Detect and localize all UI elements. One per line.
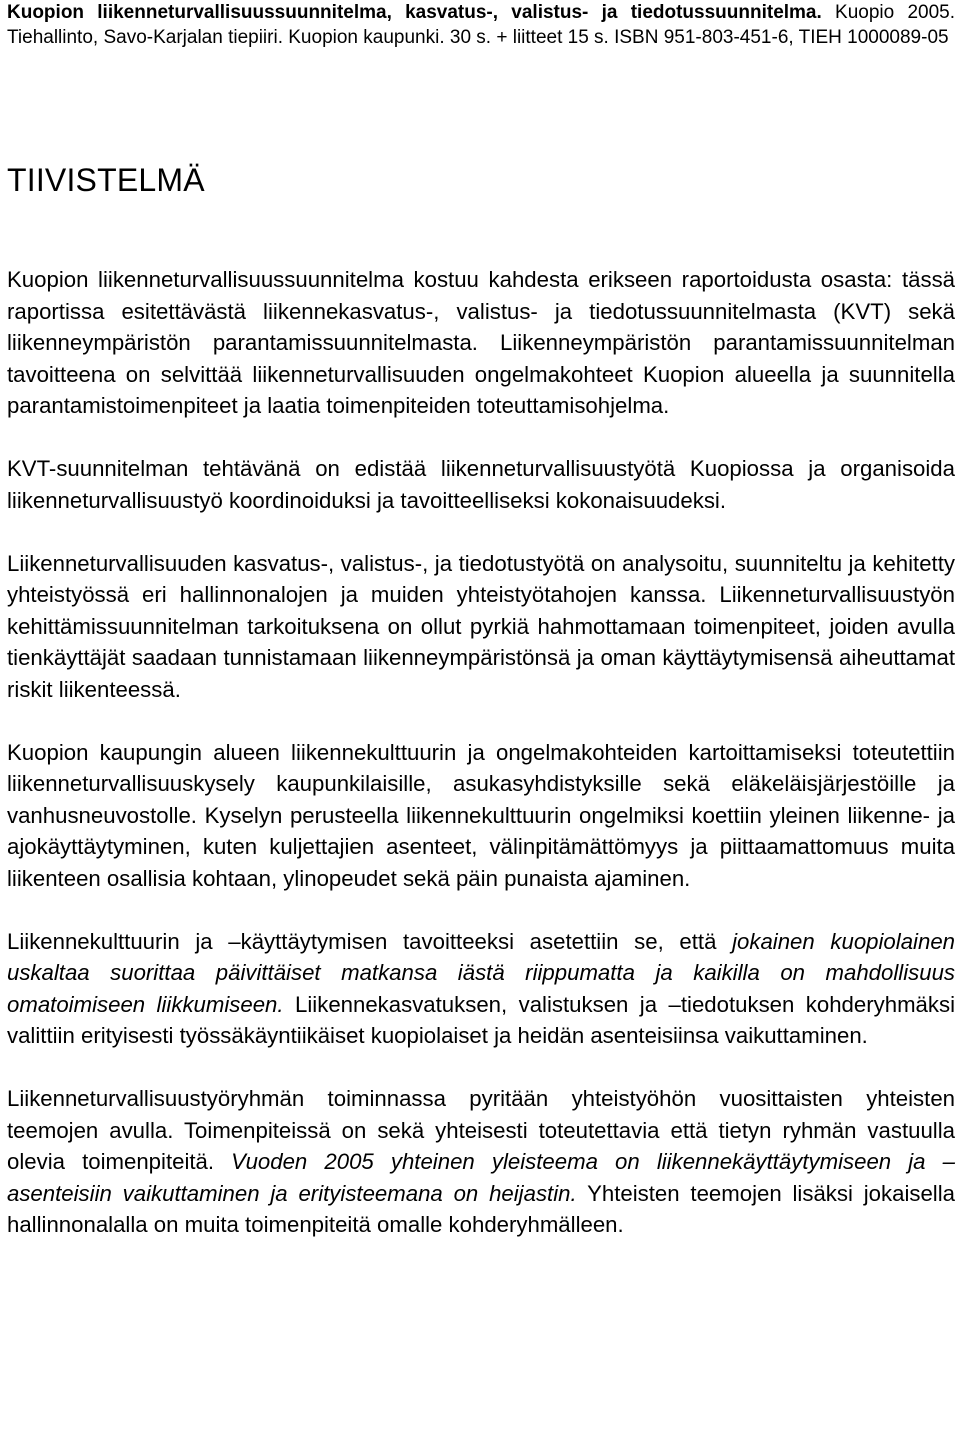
abstract-heading: TIIVISTELMÄ — [7, 162, 205, 198]
paragraph-text: Liikennekulttuurin ja –käyttäytymisen tavoitteeksi asetettiin se, että — [7, 928, 733, 954]
abstract-body — [7, 264, 955, 1241]
paragraph-text: Yhteisten teemojen lisäksi jokaisella hallinnonalalla on muita toimenpiteitä omalle kohderyhmälleen. — [7, 1180, 956, 1237]
abstract-paragraph — [7, 264, 955, 422]
abstract-paragraph — [7, 926, 955, 1052]
report-title: Kuopion liikenneturvallisuussuunnitelma, kasvatus-, valistus- ja tiedotussuunnitelma. — [7, 2, 822, 23]
paragraph-text: Liikenneturvallisuuden kasvatus-, valistus-, ja tiedotustyötä on analysoitu, suunniteltu ja kehitetty yhteistyössä eri hallinnonalojen ja muiden yhteistyötahojen kanssa. Liikenneturvallisuustyön kehittämissuunnitelman tarkoituksena on ollut pyrkiä hahmottamaan toimenpiteet, joiden avulla tienkäyttäjät saadaan tunnistamaan liikenneympäristönsä ja oman käyttäytymisensä aiheuttamat riskit liikenteessä. — [7, 550, 955, 702]
abstract-paragraph — [7, 737, 955, 895]
emphasized-goal-text: jokainen kuopiolainen uskaltaa suorittaa päivittäiset matkansa iästä riippumatta ja kaikilla on mahdollisuus omatoimiseen liikkumiseen. — [7, 928, 955, 1017]
emphasized-theme-text: Vuoden 2005 yhteinen yleisteema on liikennekäyttäytymiseen ja –asenteisiin vaikuttaminen ja erityisteemana on heijastin. — [7, 1149, 955, 1206]
abstract-paragraph — [7, 1083, 955, 1241]
paragraph-text: KVT-suunnitelman tehtävänä on edistää liikenneturvallisuustyötä Kuopiossa ja organisoida liikenneturvallisuustyö koordinoiduksi ja tavoitteelliseksi kokonaisuudeksi. — [7, 456, 955, 513]
abstract-paragraph — [7, 548, 955, 706]
paragraph-text: Kuopion liikenneturvallisuussuunnitelma kostuu kahdesta erikseen raportoidusta osasta: tässä raportissa esitettävästä liikennekasvatus-, valistus- ja tiedotussuunnitelmasta (KVT) sekä liikenneympäristön parantamissuunnitelmasta. Liikenneympäristön parantamissuunnitelman tavoitteena on selvittää liikenneturvallisuuden ongelmakohteet Kuopion alueella ja suunnitella parantamistoimenpiteet ja laatia toimenpiteiden toteuttamisohjelma. — [7, 267, 955, 418]
paragraph-text: Liikennekasvatuksen, valistuksen ja –tiedotuksen kohderyhmäksi valittiin erityisesti työssäkäyntiikäiset kuopiolaiset ja heidän asenteisiinsa vaikuttaminen. — [7, 991, 956, 1048]
bibliographic-reference — [7, 1, 955, 50]
paragraph-text: Liikenneturvallisuustyöryhmän toiminnassa pyritään yhteistyöhön vuosittaisten yhteisten teemojen avulla. Toimenpiteissä on sekä yhteisesti toteutettavia että tietyn ryhmän vastuulla olevia toimenpiteitä. — [7, 1086, 955, 1174]
abstract-paragraph — [7, 453, 955, 516]
paragraph-text: Kuopion kaupungin alueen liikennekulttuurin ja ongelmakohteiden kartoittamiseksi toteutettiin liikenneturvallisuuskysely kaupunkilaisille, asukasyhdistyksille sekä eläkeläisjärjestöille ja vanhusneuvostolle. Kyselyn perusteella liikennekulttuurin ongelmiksi koettiin yleinen liikenne- ja ajokäyttäytyminen, kuten kuljettajien asenteet, välinpitämättömyys ja piittaamattomuus muita liikenteen osallisia kohtaan, ylinopeudet sekä päin punaista ajaminen. — [7, 739, 955, 891]
report-details: Kuopio 2005. Tiehallinto, Savo-Karjalan tiepiiri. Kuopion kaupunki. 30 s. + liitteet 15 s. ISBN 951-803-451-6, TIEH 1000089-05 — [7, 2, 955, 48]
